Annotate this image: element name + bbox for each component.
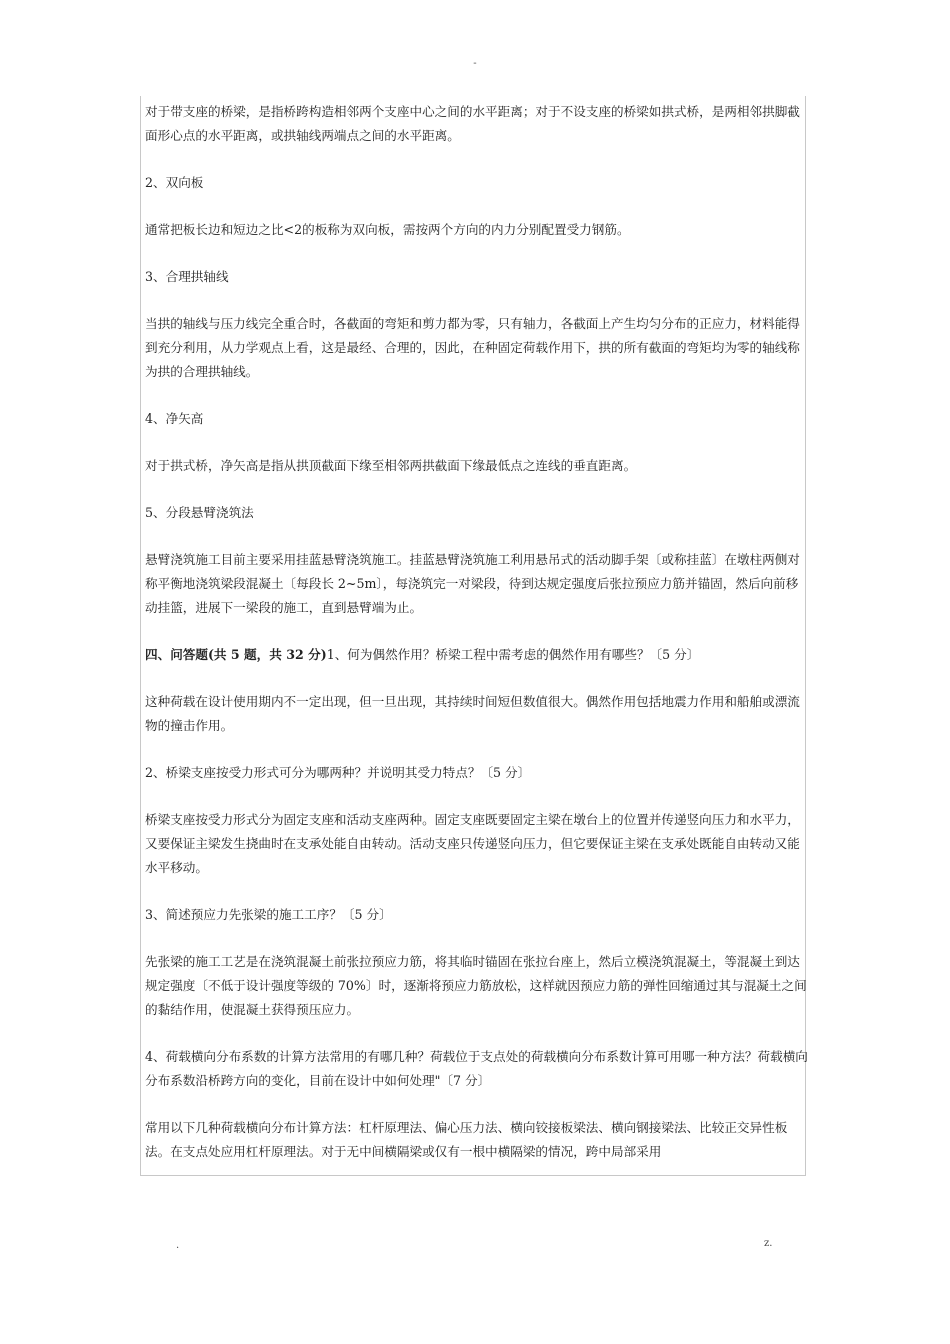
term-heading-two-way-slab: 2、双向板	[145, 175, 204, 190]
question-2: 2、桥梁支座按受力形式可分为哪两种？并说明其受力特点？〔5 分〕	[145, 765, 531, 780]
paragraph-net-rise: 对于拱式桥，净矢高是指从拱顶截面下缘至相邻两拱截面下缘最低点之连线的垂直距离。	[145, 458, 637, 473]
document-body	[145, 100, 809, 1164]
page-header-mark: -	[473, 58, 477, 69]
answer-1: 这种荷载在设计使用期内不一定出现，但一旦出现，其持续时间短但数值很大。偶然作用包括地震力作用和船舶或漂流物的撞击作用。	[145, 694, 800, 733]
paragraph-span-definition: 对于带支座的桥梁，是指桥跨构造相邻两个支座中心之间的水平距离；对于不设支座的桥梁如拱式桥，是两相邻拱脚截面形心点的水平距离，或拱轴线两端点之间的水平距离。	[145, 104, 800, 143]
answer-2: 桥梁支座按受力形式分为固定支座和活动支座两种。固定支座既要固定主梁在墩台上的位置并传递竖向压力和水平力，又要保证主梁发生挠曲时在支承处能自由转动。活动支座只传递竖向压力，但它要保证主梁在支承处既能自由转动又能水平移动。	[145, 812, 800, 875]
question-section-heading	[145, 643, 809, 667]
paragraph-cantilever-casting: 悬臂浇筑施工目前主要采用挂蓝悬臂浇筑施工。挂蓝悬臂浇筑施工利用悬吊式的活动脚手架〔或称挂蓝〕在墩柱两侧对称平衡地浇筑梁段混凝土〔每段长 2~5m〕，每浇筑完一对梁段，待到达规定强度后张拉预应力筋并锚固，然后向前移动挂篮，进展下一梁段的施工，直到悬臂端为止。	[145, 552, 800, 615]
question-1: 1、何为偶然作用？桥梁工程中需考虑的偶然作用有哪些？〔5 分〕	[326, 647, 700, 662]
paragraph-two-way-slab: 通常把板长边和短边之比<2的板称为双向板，需按两个方向的内力分别配置受力钢筋。	[145, 222, 630, 237]
paragraph-arch-axis: 当拱的轴线与压力线完全重合时，各截面的弯矩和剪力都为零，只有轴力，各截面上产生均匀分布的正应力，材料能得到充分利用，从力学观点上看，这是最经、合理的，因此，在种固定荷载作用下，拱的所有截面的弯矩均为零的轴线称为拱的合理拱轴线。	[145, 316, 800, 379]
section-title: 四、问答题(共 5 题，共 32 分)	[145, 647, 327, 662]
page-footer-right: z.	[764, 1238, 773, 1249]
answer-4: 常用以下几种荷载横向分布计算方法：杠杆原理法、偏心压力法、横向铰接板梁法、横向钢接梁法、比较正交异性板法。在支点处应用杠杆原理法。对于无中间横隔梁或仅有一根中横隔梁的情况，跨中局部采用	[145, 1120, 788, 1159]
question-3: 3、简述预应力先张梁的施工工序？〔5 分〕	[145, 907, 392, 922]
term-heading-net-rise: 4、净矢高	[145, 411, 204, 426]
term-heading-arch-axis: 3、合理拱轴线	[145, 269, 229, 284]
page-footer-left: .	[176, 1240, 180, 1251]
term-heading-cantilever-casting: 5、分段悬臂浇筑法	[145, 505, 254, 520]
answer-3: 先张梁的施工工艺是在浇筑混凝土前张拉预应力筋，将其临时锚固在张拉台座上，然后立模浇筑混凝土，等混凝土到达规定强度〔不低于设计强度等级的 70%〕时，逐渐将预应力筋放松，这样就因预应力筋的弹性回缩通过其与混凝土之间的黏结作用，使混凝土获得预压应力。	[145, 954, 807, 1017]
question-4: 4、荷载横向分布系数的计算方法常用的有哪几种？荷载位于支点处的荷载横向分布系数计算可用哪一种方法？荷载横向分布系数沿桥跨方向的变化，目前在设计中如何处理"〔7 分〕	[145, 1049, 808, 1088]
